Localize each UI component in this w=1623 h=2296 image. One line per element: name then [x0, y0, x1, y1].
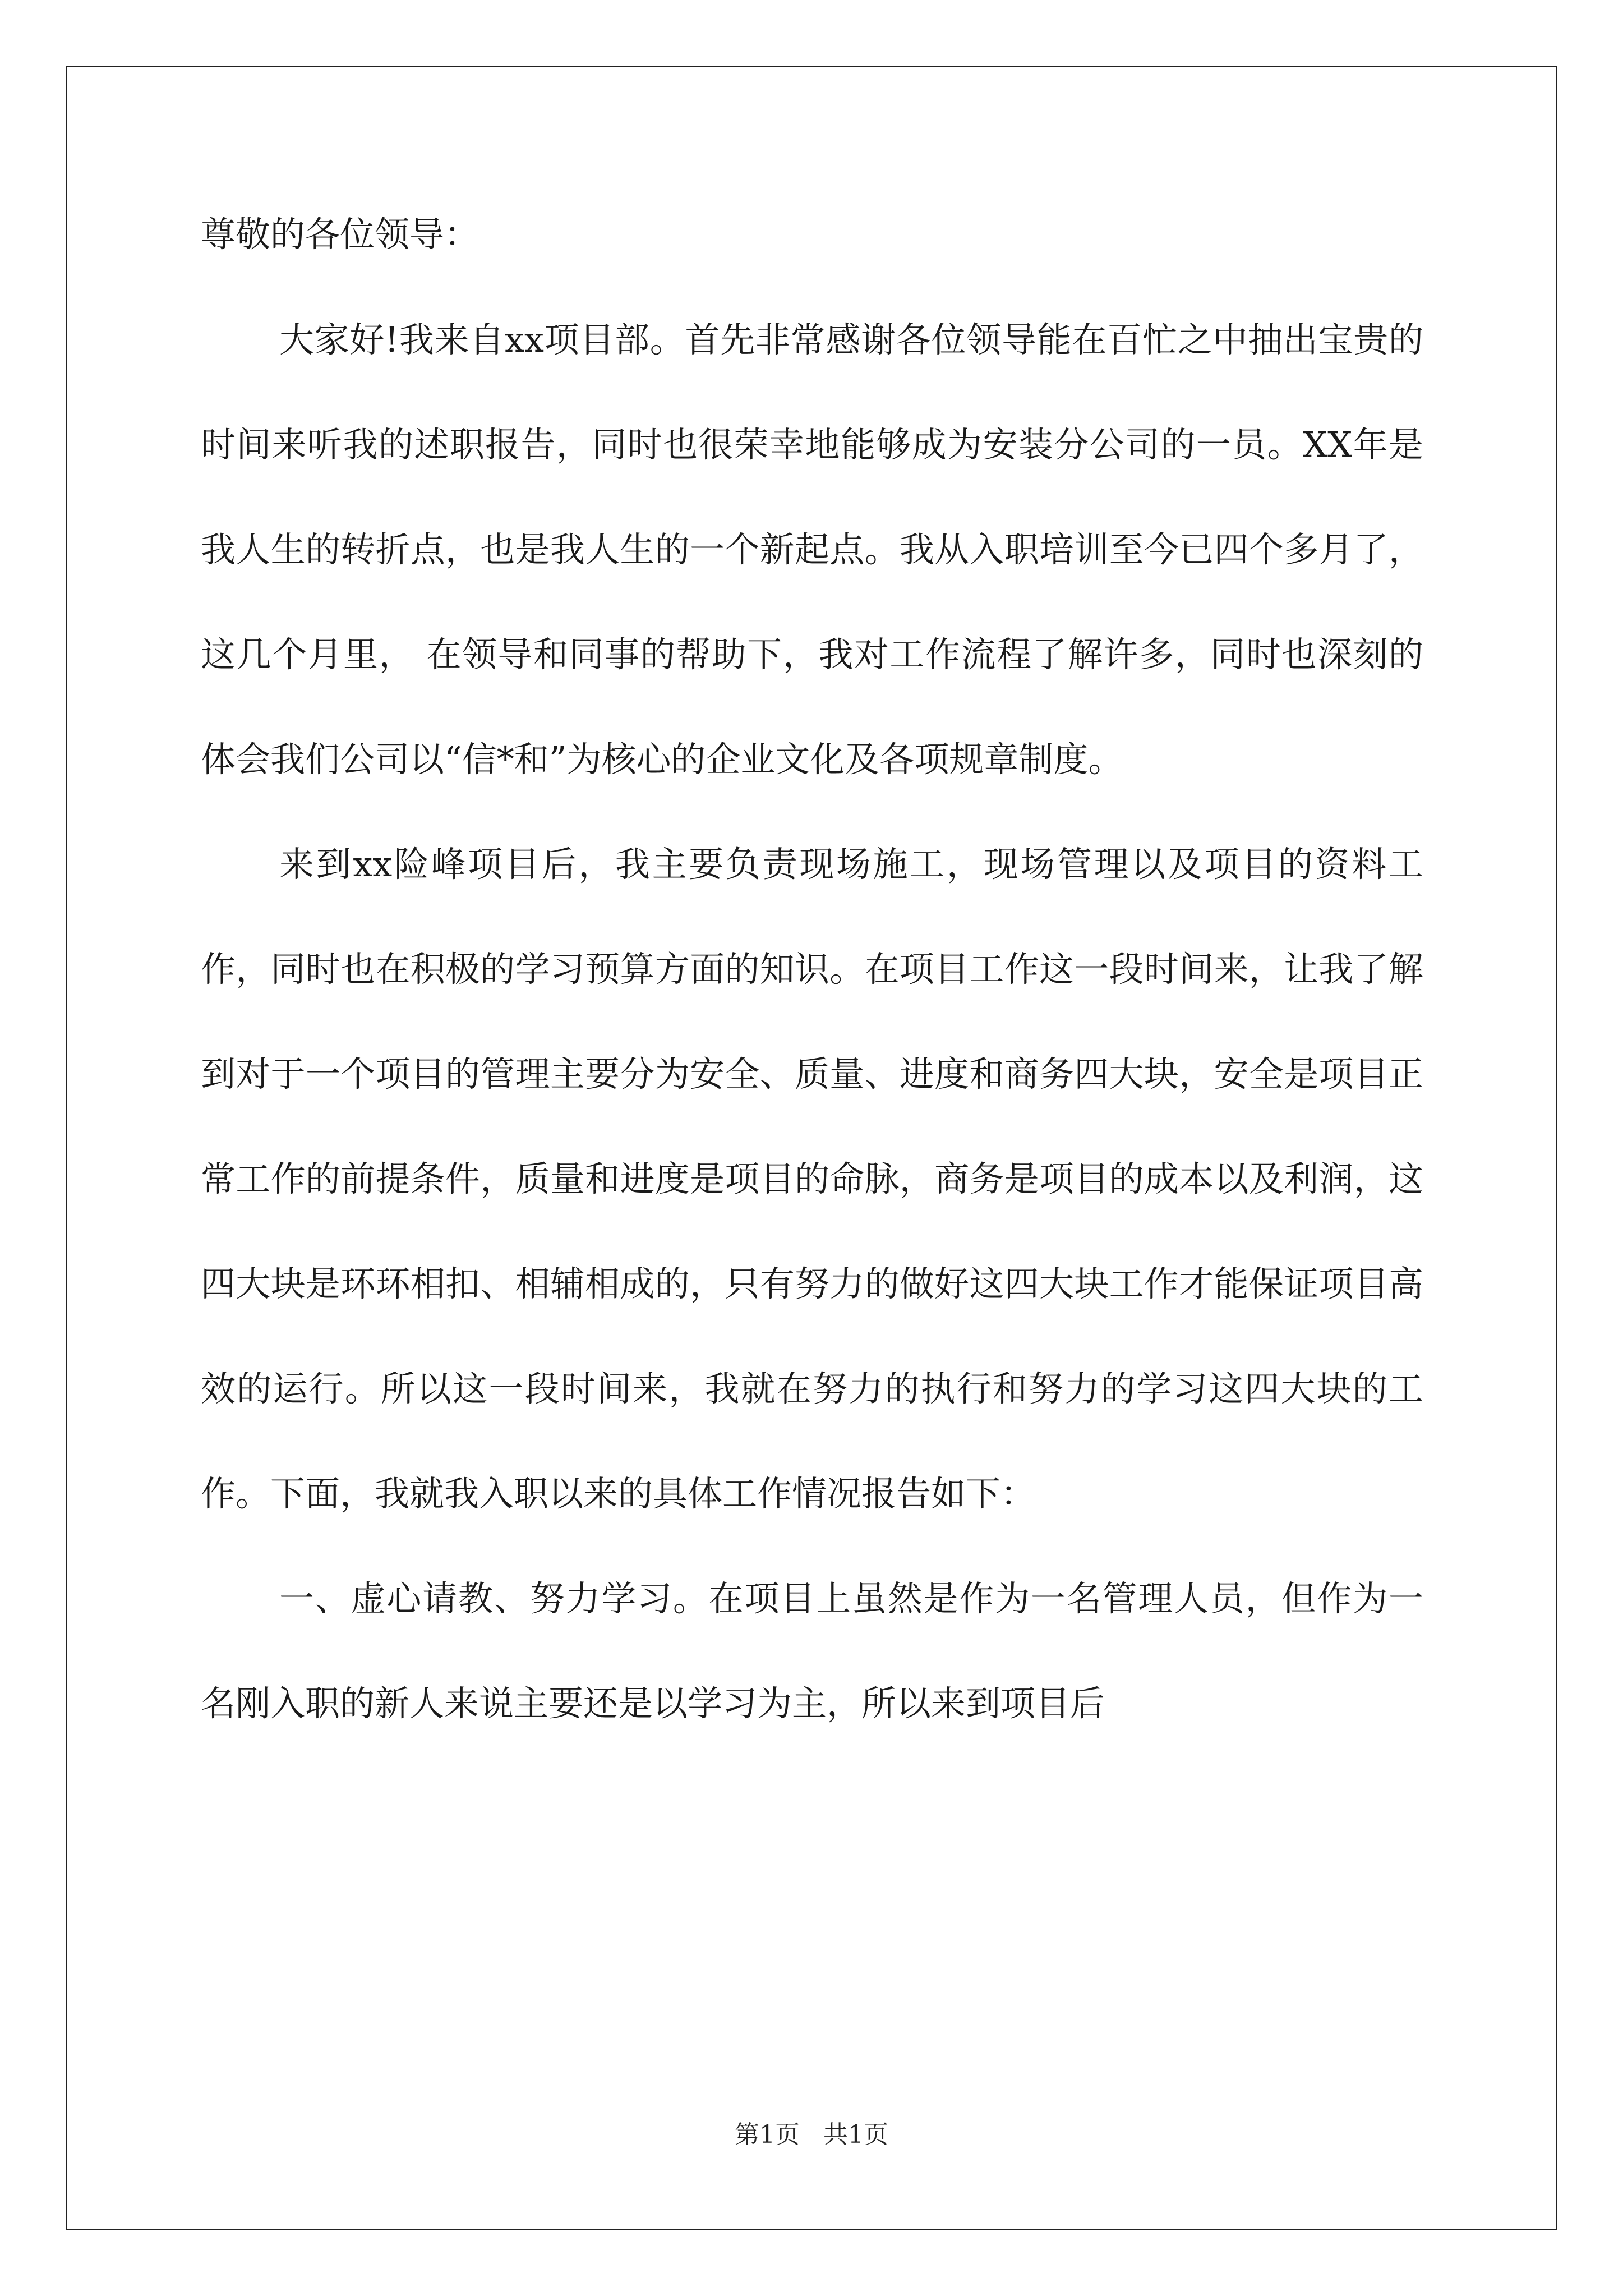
document-body	[201, 212, 1423, 1756]
salutation: 尊敬的各位领导：	[201, 214, 479, 255]
paragraph-learning: 一、虚心请教、努力学习。在项目上虽然是作为一名管理人员，但作为一名刚入职的新人来说主要还是以学习为主，所以来到项目后	[201, 1578, 1423, 1724]
paragraph-project-work: 来到xx险峰项目后，我主要负责现场施工，现场管理以及项目的资料工作，同时也在积极的学习预算方面的知识。在项目工作这一段时间来，让我了解到对于一个项目的管理主要分为安全、质量、进度和商务四大块，安全是项目正常工作的前提条件，质量和进度是项目的命脉，商务是项目的成本以及利润，这四大块是环环相扣、相辅相成的，只有努力的做好这四大块工作才能保证项目高效的运行。所以这一段时间来，我就在努力的执行和努力的学习这四大块的工作。下面，我就我入职以来的具体工作情况报告如下：	[201, 844, 1423, 1514]
paragraph-list	[201, 287, 1423, 1756]
paragraph-intro: 大家好!我来自xx项目部。首先非常感谢各位领导能在百忙之中抽出宝贵的时间来听我的述职报告，同时也很荣幸地能够成为安装分公司的一员。XX年是我人生的转折点，也是我人生的一个新起点。我从入职培训至今已四个多月了，这几个月里， 在领导和同事的帮助下，我对工作流程了解许多，同时也深刻的体会我们公司以“信*和”为核心的企业文化及各项规章制度。	[201, 319, 1423, 780]
page-number-footer: 第1页 共1页	[735, 2120, 888, 2149]
